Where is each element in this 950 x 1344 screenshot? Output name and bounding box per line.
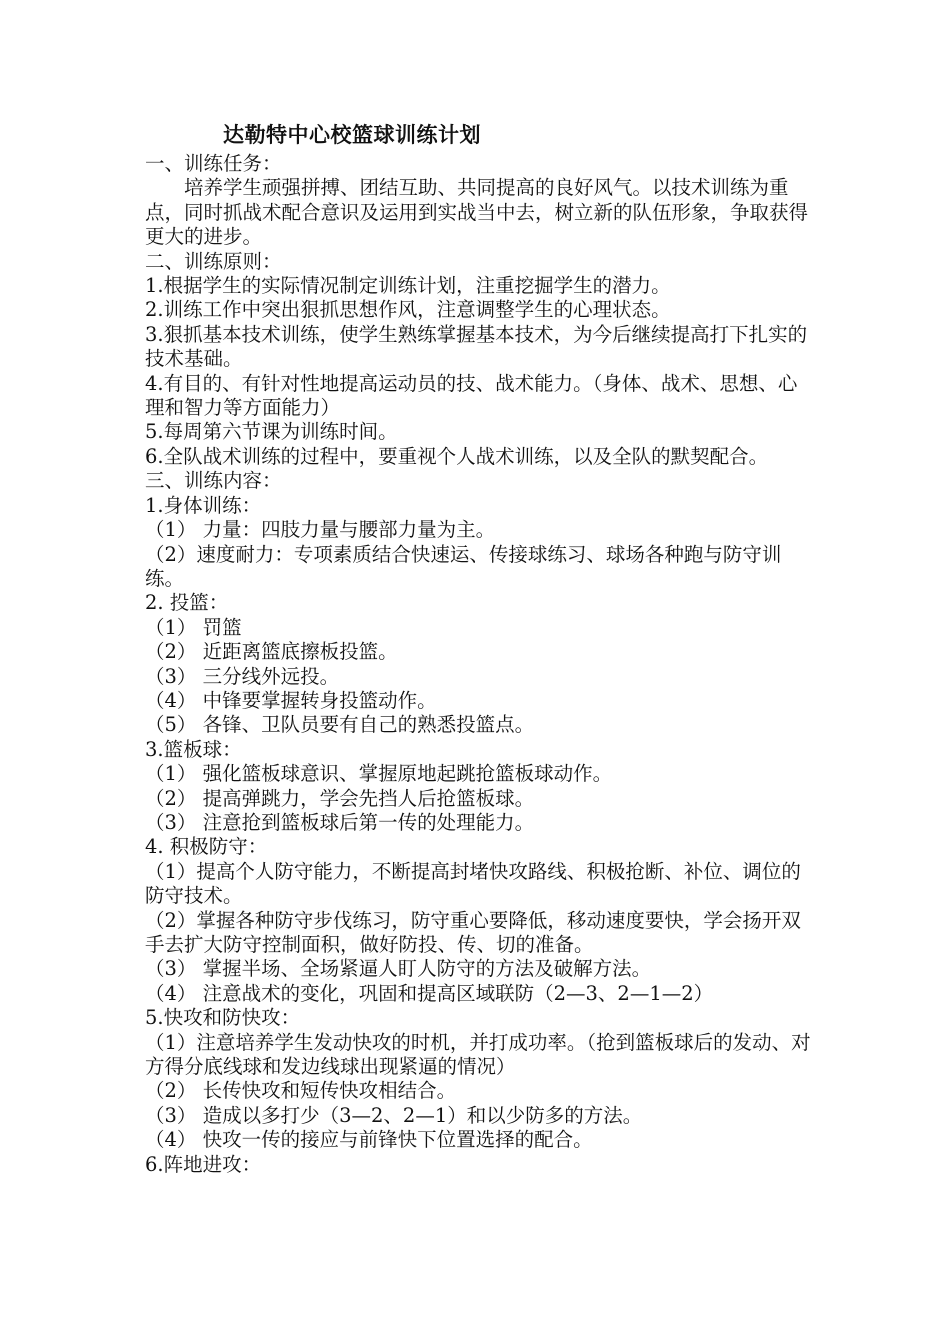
paragraph: 3.篮板球： [145, 737, 242, 761]
paragraph: （4） 中锋要掌握转身投篮动作。 [145, 688, 437, 712]
paragraph: （5） 各锋、卫队员要有自己的熟悉投篮点。 [145, 713, 535, 737]
paragraph: （1）提高个人防守能力，不断提高封堵快攻路线、积极抢断、补位、调位的防守技术。 [145, 859, 801, 908]
paragraph: 6.阵地进攻： [145, 1152, 262, 1176]
paragraph: （4） 快攻一传的接应与前锋快下位置选择的配合。 [145, 1128, 593, 1152]
paragraph: 5.每周第六节课为训练时间。 [145, 420, 398, 444]
paragraph: 培养学生顽强拼搏、团结互助、共同提高的良好风气。以技术训练为重点，同时抓战术配合意识及运用到实战当中去，树立新的队伍形象，争取获得更大的进步。 [145, 176, 809, 249]
paragraph: （2）掌握各种防守步伐练习，防守重心要降低，移动速度要快，学会扬开双手去扩大防守控制面积，做好防投、传、切的准备。 [145, 908, 801, 956]
paragraph: （3） 三分线外远投。 [145, 664, 340, 688]
paragraph: （2） 近距离篮底擦板投篮。 [145, 640, 398, 664]
document-body [145, 121, 813, 1177]
paragraph: 4. 积极防守： [145, 835, 268, 859]
paragraph: （2） 提高弹跳力，学会先挡人后抢篮板球。 [145, 786, 535, 810]
paragraph: 6.全队战术训练的过程中，要重视个人战术训练，以及全队的默契配合。 [145, 444, 769, 468]
paragraph: 3.狠抓基本技术训练，使学生熟练掌握基本技术，为今后继续提高打下扎实的技术基础。 [145, 322, 808, 371]
paragraph: （1） 罚篮 [145, 615, 242, 639]
paragraph-list [145, 152, 813, 1177]
paragraph: （4） 注意战术的变化，巩固和提高区域联防（2—3、2—1—2） [145, 981, 714, 1005]
paragraph: 2.训练工作中突出狠抓思想作风，注意调整学生的心理状态。 [145, 298, 671, 322]
paragraph: 5.快攻和防快攻： [145, 1006, 301, 1030]
paragraph: 二、训练原则： [145, 249, 282, 273]
paragraph: （3） 掌握半场、全场紧逼人盯人防守的方法及破解方法。 [145, 957, 652, 981]
paragraph: （2）速度耐力：专项素质结合快速运、传接球练习、球场各种跑与防守训练。 [145, 542, 782, 590]
paragraph: 三、训练内容： [145, 469, 282, 493]
paragraph: （2） 长传快攻和短传快攻相结合。 [145, 1079, 457, 1103]
paragraph: 一、训练任务： [145, 152, 282, 175]
paragraph: 1.根据学生的实际情况制定训练计划，注重挖掘学生的潜力。 [145, 274, 671, 298]
paragraph: （1） 力量：四肢力量与腰部力量为主。 [145, 518, 496, 542]
document-title: 达勒特中心校篮球训练计划 [223, 123, 481, 147]
paragraph: （3） 注意抢到篮板球后第一传的处理能力。 [145, 810, 535, 834]
paragraph: （1）注意培养学生发动快攻的时机，并打成功率。（抢到篮板球后的发动、对方得分底线球和发边线球出现紧逼的情况） [145, 1030, 811, 1079]
paragraph: 1.身体训练： [145, 493, 262, 517]
paragraph: （3） 造成以多打少（3—2、2—1）和以少防多的方法。 [145, 1103, 643, 1127]
paragraph: 4.有目的、有针对性地提高运动员的技、战术能力。（身体、战术、思想、心理和智力等方面能力） [145, 371, 798, 420]
paragraph: （1） 强化篮板球意识、掌握原地起跳抢篮板球动作。 [145, 762, 613, 786]
paragraph: 2. 投篮： [145, 591, 229, 615]
